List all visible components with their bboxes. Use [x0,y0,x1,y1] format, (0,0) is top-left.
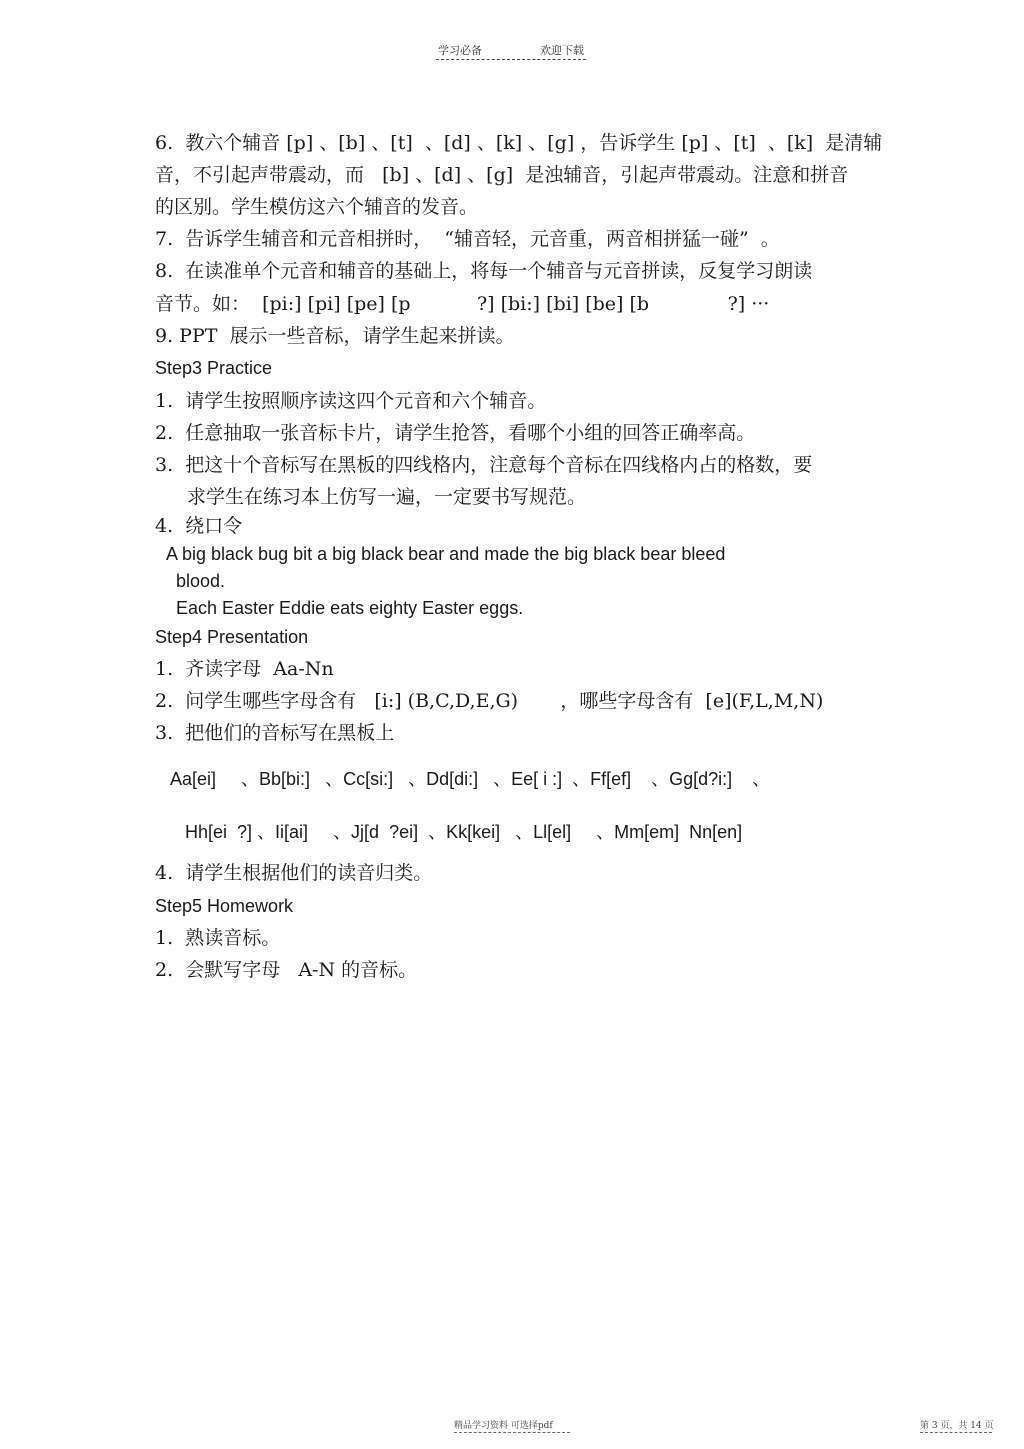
page-number: 第 3 页，共 14 页 [920,1421,994,1431]
footer-rule [454,1432,570,1433]
header-rule [436,59,586,60]
section-heading: Step5 Homework [155,896,294,916]
text-line: 1. 齐读字母 Aa-Nn [155,658,334,680]
text-line: 的区别。学生模仿这六个辅音的发音。 [155,196,479,218]
section-heading: Step3 Practice [155,358,273,378]
text-line: 3. 把他们的音标写在黑板上 [155,722,395,744]
text-line: 2. 任意抽取一张音标卡片，请学生抢答，看哪个小组的回答正确率高。 [155,422,756,444]
text-line: 4. 请学生根据他们的读音归类。 [155,862,433,884]
section-heading: Step4 Presentation [155,627,309,647]
text-line: 8. 在读准单个元音和辅音的基础上，将每一个辅音与元音拼读，反复学习朗读 [155,260,813,282]
text-line: 6. 教六个辅音 [p] 、[b] 、[t] 、[d] 、[k] 、[g] ，告诉学生 [p] 、[t] 、[k] 是清辅 [155,132,883,154]
text-line: 1. 熟读音标。 [155,927,281,949]
text-line: 7. 告诉学生辅音和元音相拼时， “辅音轻，元音重，两音相拼猛一碰” 。 [155,228,780,250]
text-line: 9. PPT 展示一些音标，请学生起来拼读。 [155,325,515,347]
phonetic-line: Hh[ei ?] 、Ii[ai] 、Jj[d ?ei] 、Kk[kei] 、Ll[el] 、Mm[em] Nn[en] [185,822,743,842]
header-right-text: 欢迎下载 [540,44,584,57]
footer-left-text: 精品学习资料 可选择pdf [454,1421,553,1431]
text-line: 3. 把这十个音标写在黑板的四线格内，注意每个音标在四线格内占的格数，要 [155,454,813,476]
text-line: 1. 请学生按照顺序读这四个元音和六个辅音。 [155,390,547,412]
text-line: 4. 绕口令 [155,515,243,537]
text-line: 音，不引起声带震动，而 [b] 、[d] 、[g] 是浊辅音，引起声带震动。注意和拼音 [155,164,849,186]
text-line: 求学生在练习本上仿写一遍，一定要书写规范。 [187,486,587,508]
phonetic-line: Aa[ei] 、Bb[bi:] 、Cc[si:] 、Dd[di:] 、Ee[ i :] 、Ff[ef] 、Gg[d?i:] 、 [170,769,771,789]
tongue-twister-line: blood. [176,571,226,591]
text-line: 音节。如： [pi:] [pi] [pe] [p ?] [bi:] [bi] [be] [b ?] ··· [155,293,770,315]
footer-rule [920,1432,992,1433]
tongue-twister-line: Each Easter Eddie eats eighty Easter eggs. [176,598,524,618]
text-line: 2. 问学生哪些字母含有 [i:] (B,C,D,E,G) ，哪些字母含有 [e](F,L,M,N) [155,690,824,712]
tongue-twister-line: A big black bug bit a big black bear and made the big black bear bleed [166,544,726,564]
header-left-text: 学习必备 [438,44,482,57]
text-line: 2. 会默写字母 A-N 的音标。 [155,959,418,981]
